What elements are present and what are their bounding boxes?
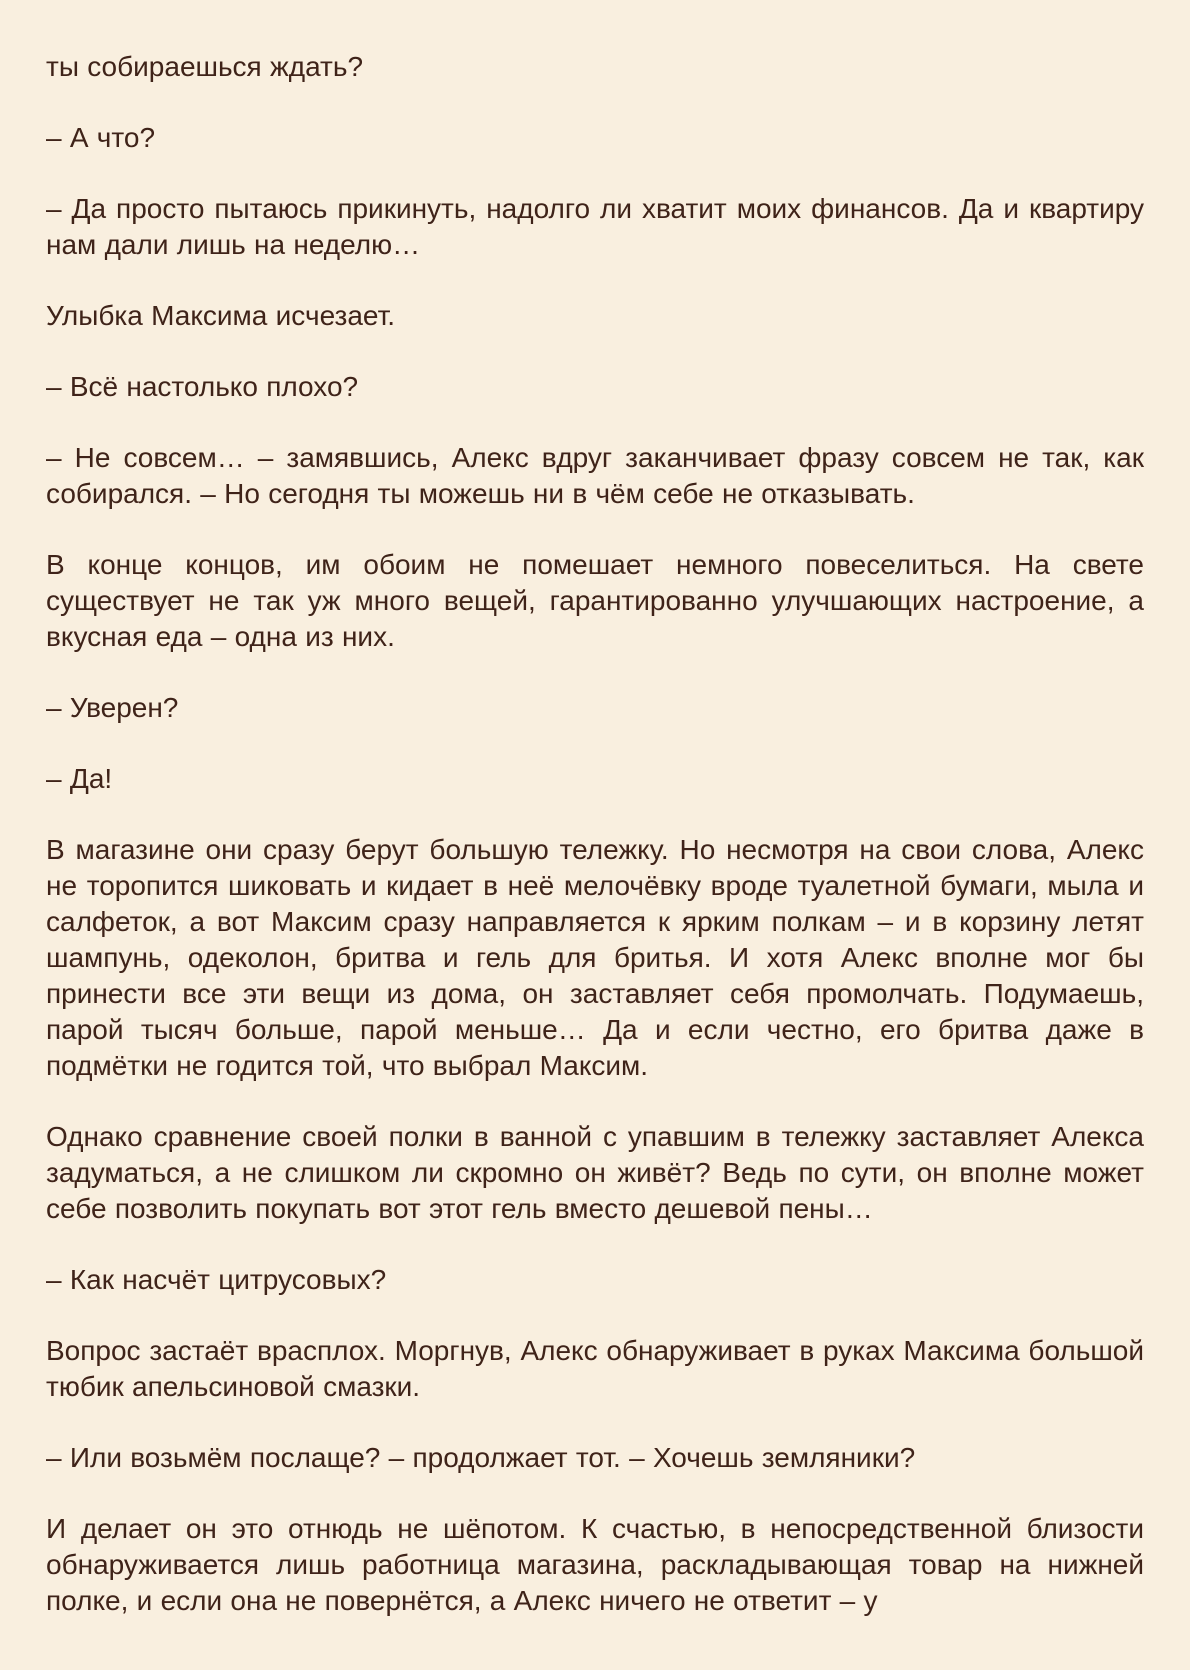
paragraph: И делает он это отнюдь не шёпотом. К счастью, в непосредственной близости обнаруживается лишь работница магазина, раскладывающая товар на нижней полке, и если она не повернётся, а Алекс ничего не ответит – у [46,1513,1144,1616]
paragraph: Улыбка Максима исчезает. [46,300,396,331]
paragraph: В магазине они сразу берут большую тележку. Но несмотря на свои слова, Алекс не торопится шиковать и кидает в неё мелочёвку вроде туалетной бумаги, мыла и салфеток, а вот Максим сразу направляется к ярким полкам – и в корзину летят шампунь, одеколон, бритва и гель для бритья. И хотя Алекс вполне мог бы принести все эти вещи из дома, он заставляет себя промолчать. Подумаешь, парой тысяч больше, парой меньше… Да и если честно, его бритва даже в подмётки не годится той, что выбрал Максим. [46,834,1144,1081]
paragraph: В конце концов, им обоим не помешает немного повеселиться. На свете существует не так уж много вещей, гарантированно улучшающих настроение, а вкусная еда – одна из них. [46,549,1144,652]
paragraph: – Да! [46,763,113,794]
paragraph: – Не совсем… – замявшись, Алекс вдруг заканчивает фразу совсем не так, как собирался. – Но сегодня ты можешь ни в чём себе не отказывать. [46,442,1144,509]
paragraph: – Да просто пытаюсь прикинуть, надолго ли хватит моих финансов. Да и квартиру нам дали лишь на неделю… [46,193,1144,260]
paragraph: Вопрос застаёт врасплох. Моргнув, Алекс обнаруживает в руках Максима большой тюбик апельсиновой смазки. [46,1335,1144,1402]
paragraph: Однако сравнение своей полки в ванной с упавшим в тележку заставляет Алекса задуматься, а не слишком ли скромно он живёт? Ведь по сути, он вполне может себе позволить покупать вот этот гель вместо дешевой пены… [46,1121,1144,1224]
paragraph: – А что? [46,122,156,153]
paragraph: ты собираешься ждать? [46,51,364,82]
paragraph: – Уверен? [46,692,179,723]
paragraph: – Как насчёт цитрусовых? [46,1264,387,1295]
paragraph: – Или возьмём послаще? – продолжает тот. – Хочешь земляники? [46,1442,916,1473]
paragraph: – Всё настолько плохо? [46,371,359,402]
